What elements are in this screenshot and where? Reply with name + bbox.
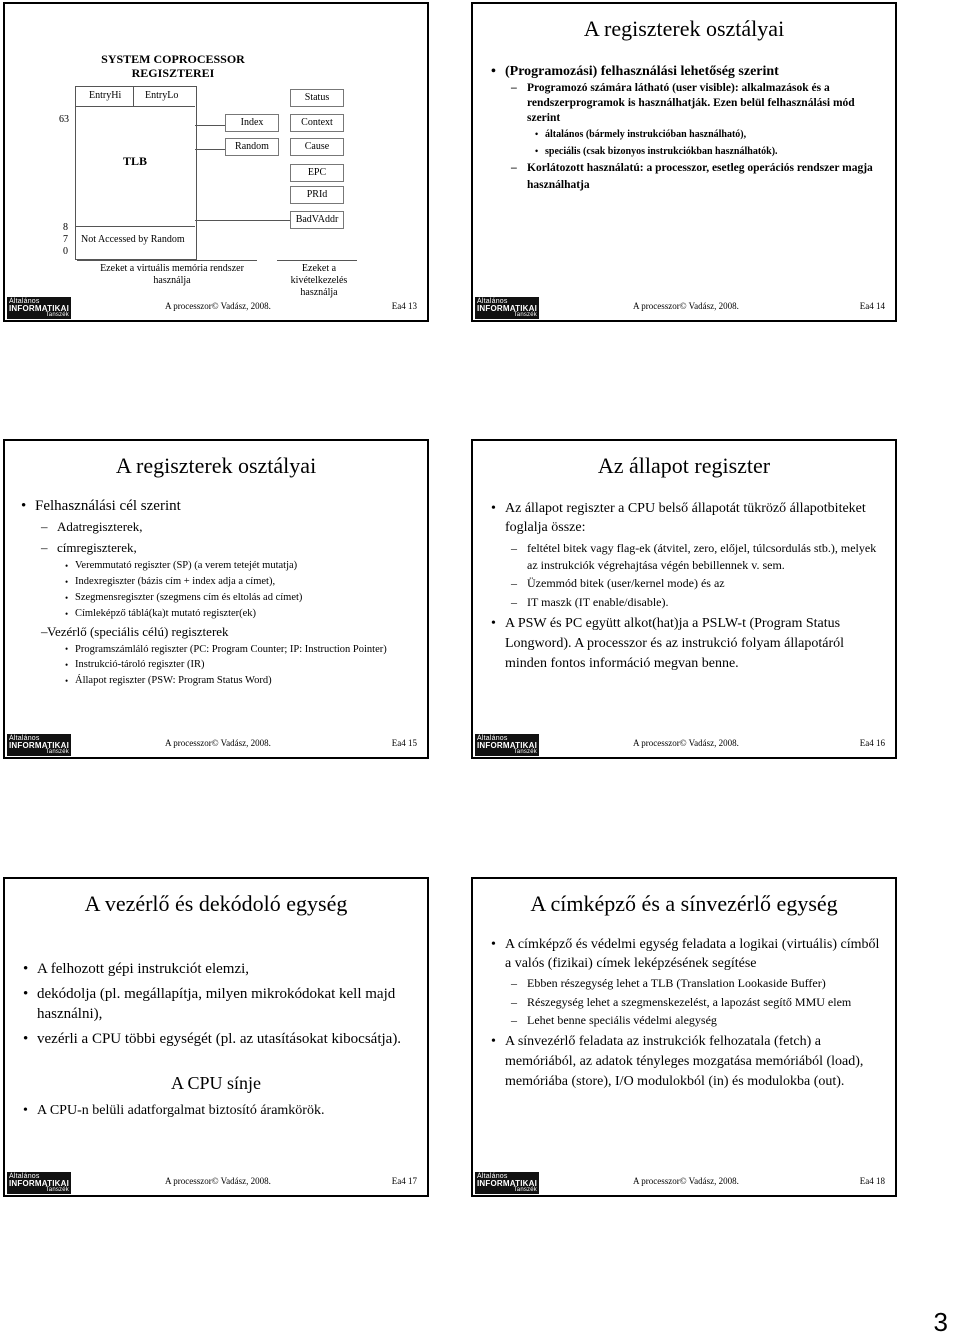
page-number: 3 <box>933 1307 948 1337</box>
caption-virtual-memory: Ezeket a virtuális memória rendszer használja <box>100 263 244 286</box>
sub-instruction-register: • Instrukció-tároló regiszter (IR) <box>17 657 421 673</box>
slide-title: A regiszterek osztályai <box>583 16 785 41</box>
footer-slide-number: Ea4 17 <box>391 1176 417 1186</box>
coprocessor-heading: SYSTEM COPROCESSOR REGISZTEREI <box>101 52 245 80</box>
department-logo: Általános INFORMATIKAI Tanszék <box>477 1173 538 1193</box>
dash-tlb: – Ebben részegység lehet a TLB (Translation Lookaside Buffer) <box>487 975 885 992</box>
slide-16 <box>471 439 897 759</box>
dash-mmu: – Részegység lehet a szegmenskezelést, a lapozást segítő MMU elem <box>487 994 885 1011</box>
context-register: Context <box>290 114 344 132</box>
department-logo: Általános INFORMATIKAI Tanszék <box>9 1173 70 1193</box>
entrylo-label: EntryLo <box>145 90 179 101</box>
bullet-decode: • dekódolja (pl. megállapítja, milyen mikrokódokat kell majd használni), <box>19 984 417 1024</box>
epc-register: EPC <box>290 164 344 182</box>
footer-slide-number: Ea4 15 <box>391 738 417 748</box>
cpu-bus-subtitle: A CPU sínje <box>170 1073 262 1093</box>
slide-title: A vezérlő és dekódoló egység <box>84 891 348 916</box>
footer-copyright: A processzor© Vadász, 2008. <box>633 301 739 311</box>
random-register: Random <box>225 138 279 156</box>
slide-footer <box>5 731 427 757</box>
tlb-row-line <box>75 106 195 107</box>
dash-user-visible: – Programozó számára látható (user visible): alkalmazások és a rendszerprogramok is használhatják. Ezen belül felhasználási mód szerint <box>487 81 885 126</box>
index-connector <box>195 125 225 126</box>
footer-copyright: A processzor© Vadász, 2008. <box>165 738 271 748</box>
sub-status-register: • Állapot regiszter (PSW: Program Status Word) <box>17 673 421 689</box>
footer-copyright: A processzor© Vadász, 2008. <box>633 1176 739 1186</box>
slide-footer <box>5 1169 427 1195</box>
status-register: Status <box>290 89 344 107</box>
footer-slide-number: Ea4 14 <box>859 301 885 311</box>
slide-13 <box>3 2 429 322</box>
bullet-programming-use: • (Programozási) felhasználási lehetőség szerint <box>487 62 885 81</box>
badvaddr-connector <box>195 220 290 221</box>
sub-program-counter: • Programszámláló regiszter (PC: Program Counter; IP: Instruction Pointer) <box>17 642 421 657</box>
footer-slide-number: Ea4 13 <box>391 301 417 311</box>
sub-page-table-register: • Címleképző táblá(ka)t mutató regiszter(ek) <box>17 606 421 622</box>
slide-18 <box>471 877 897 1197</box>
caption-exception: Ezeket a kivételkezelés használja <box>290 263 348 298</box>
slide-title: A regiszterek osztályai <box>115 453 317 478</box>
dash-address-registers: – címregiszterek, <box>17 537 421 558</box>
bullet-analyze: • A felhozott gépi instrukciót elemzi, <box>19 959 417 979</box>
random-connector <box>195 149 225 150</box>
sub-index-register: • Indexregiszter (bázis cím + index adja a címet), <box>17 574 421 590</box>
bullet-usage-purpose: • Felhasználási cél szerint <box>17 497 421 516</box>
slide-title: A címképző és a sínvezérlő egység <box>530 891 838 916</box>
prid-register: PRId <box>290 186 344 204</box>
slide-footer <box>473 1169 895 1195</box>
bullet-address-unit: • A címképző és védelmi egység feladata a logikai (virtuális) címből a valós (fizikai) címek leképzésének segítése <box>487 935 885 973</box>
caption-right-line <box>277 260 357 261</box>
caption-left-line <box>77 260 257 261</box>
entryhi-label: EntryHi <box>89 90 122 101</box>
sub-special: • speciális (csak bizonyos instrukciókban használhatók). <box>487 143 885 160</box>
bullet-control: • vezérli a CPU többi egységét (pl. az utasításokat kibocsátja). <box>19 1029 417 1049</box>
footer-copyright: A processzor© Vadász, 2008. <box>165 301 271 311</box>
bullet-bus-controller: • A sínvezérlő feladata az instrukciók felhozatala (fetch) a memóriából, az adatok tényleges mozgatása memóriából (load), memóriába (store), I/O modulokból (in) és modulokba (out). <box>487 1032 885 1092</box>
department-logo: Általános INFORMATIKAI Tanszék <box>477 735 538 755</box>
tlb-divider <box>133 86 134 106</box>
bullet-status-register: • Az állapot regiszter a CPU belső állapotát tükröző állapotbiteket foglalja össze: <box>487 499 885 537</box>
footer-slide-number: Ea4 18 <box>859 1176 885 1186</box>
sub-segment-register: • Szegmensregiszter (szegmens cím és eltolás ad címet) <box>17 590 421 606</box>
bit-7: 7 <box>63 234 68 245</box>
sub-general: • általános (bármely instrukcióban használható), <box>487 126 885 143</box>
footer-copyright: A processzor© Vadász, 2008. <box>165 1176 271 1186</box>
footer-copyright: A processzor© Vadász, 2008. <box>633 738 739 748</box>
bit-8: 8 <box>63 222 68 233</box>
slide-15 <box>3 439 429 759</box>
dash-mode-bits: – Üzemmód bitek (user/kernel mode) és az <box>487 574 885 593</box>
slide-title: Az állapot regiszter <box>597 453 771 478</box>
bullet-pslw: • A PSW és PC együtt alkot(hat)ja a PSLW-t (Program Status Longword). A processzor és az instrukció folyam állapotáról minden fontos információ megvan benne. <box>487 614 885 674</box>
department-logo: Általános INFORMATIKAI Tanszék <box>477 298 538 318</box>
footer-slide-number: Ea4 16 <box>859 738 885 748</box>
dash-restricted: – Korlátozott használatú: a processzor, esetleg operációs rendszer magja használhatja <box>487 160 885 194</box>
bullet-cpu-bus: • A CPU-n belüli adatforgalmat biztosító áramkörök. <box>19 1101 417 1120</box>
dash-protection: – Lehet benne speciális védelmi alegység <box>487 1011 885 1030</box>
cause-register: Cause <box>290 138 344 156</box>
dash-condition-bits: – feltétel bitek vagy flag-ek (átvitel, zero, előjel, túlcsordulás stb.), melyek az instrukciók végrehajtása végén bebillennek v. sem. <box>487 540 885 574</box>
slide-footer <box>473 294 895 320</box>
dash-control-registers: – Vezérlő (speciális célú) regiszterek <box>17 622 421 642</box>
department-logo: Általános INFORMATIKAI Tanszék <box>9 735 70 755</box>
index-register: Index <box>225 114 279 132</box>
slide-footer <box>473 731 895 757</box>
tlb-label: TLB <box>123 154 148 168</box>
dash-data-registers: – Adatregiszterek, <box>17 516 421 537</box>
slide-footer <box>5 294 427 320</box>
badvaddr-register: BadVAddr <box>290 211 344 229</box>
bit-0: 0 <box>63 246 68 257</box>
not-accessed-label: Not Accessed by Random <box>81 234 185 245</box>
department-logo: Általános INFORMATIKAI Tanszék <box>9 298 70 318</box>
slide-14 <box>471 2 897 322</box>
bit-63: 63 <box>59 114 69 125</box>
sub-stack-pointer: • Veremmutató regiszter (SP) (a verem tetejét mutatja) <box>17 558 421 574</box>
slide-17 <box>3 877 429 1197</box>
tlb-random-line <box>75 226 195 227</box>
dash-it-mask: – IT maszk (IT enable/disable). <box>487 593 885 612</box>
